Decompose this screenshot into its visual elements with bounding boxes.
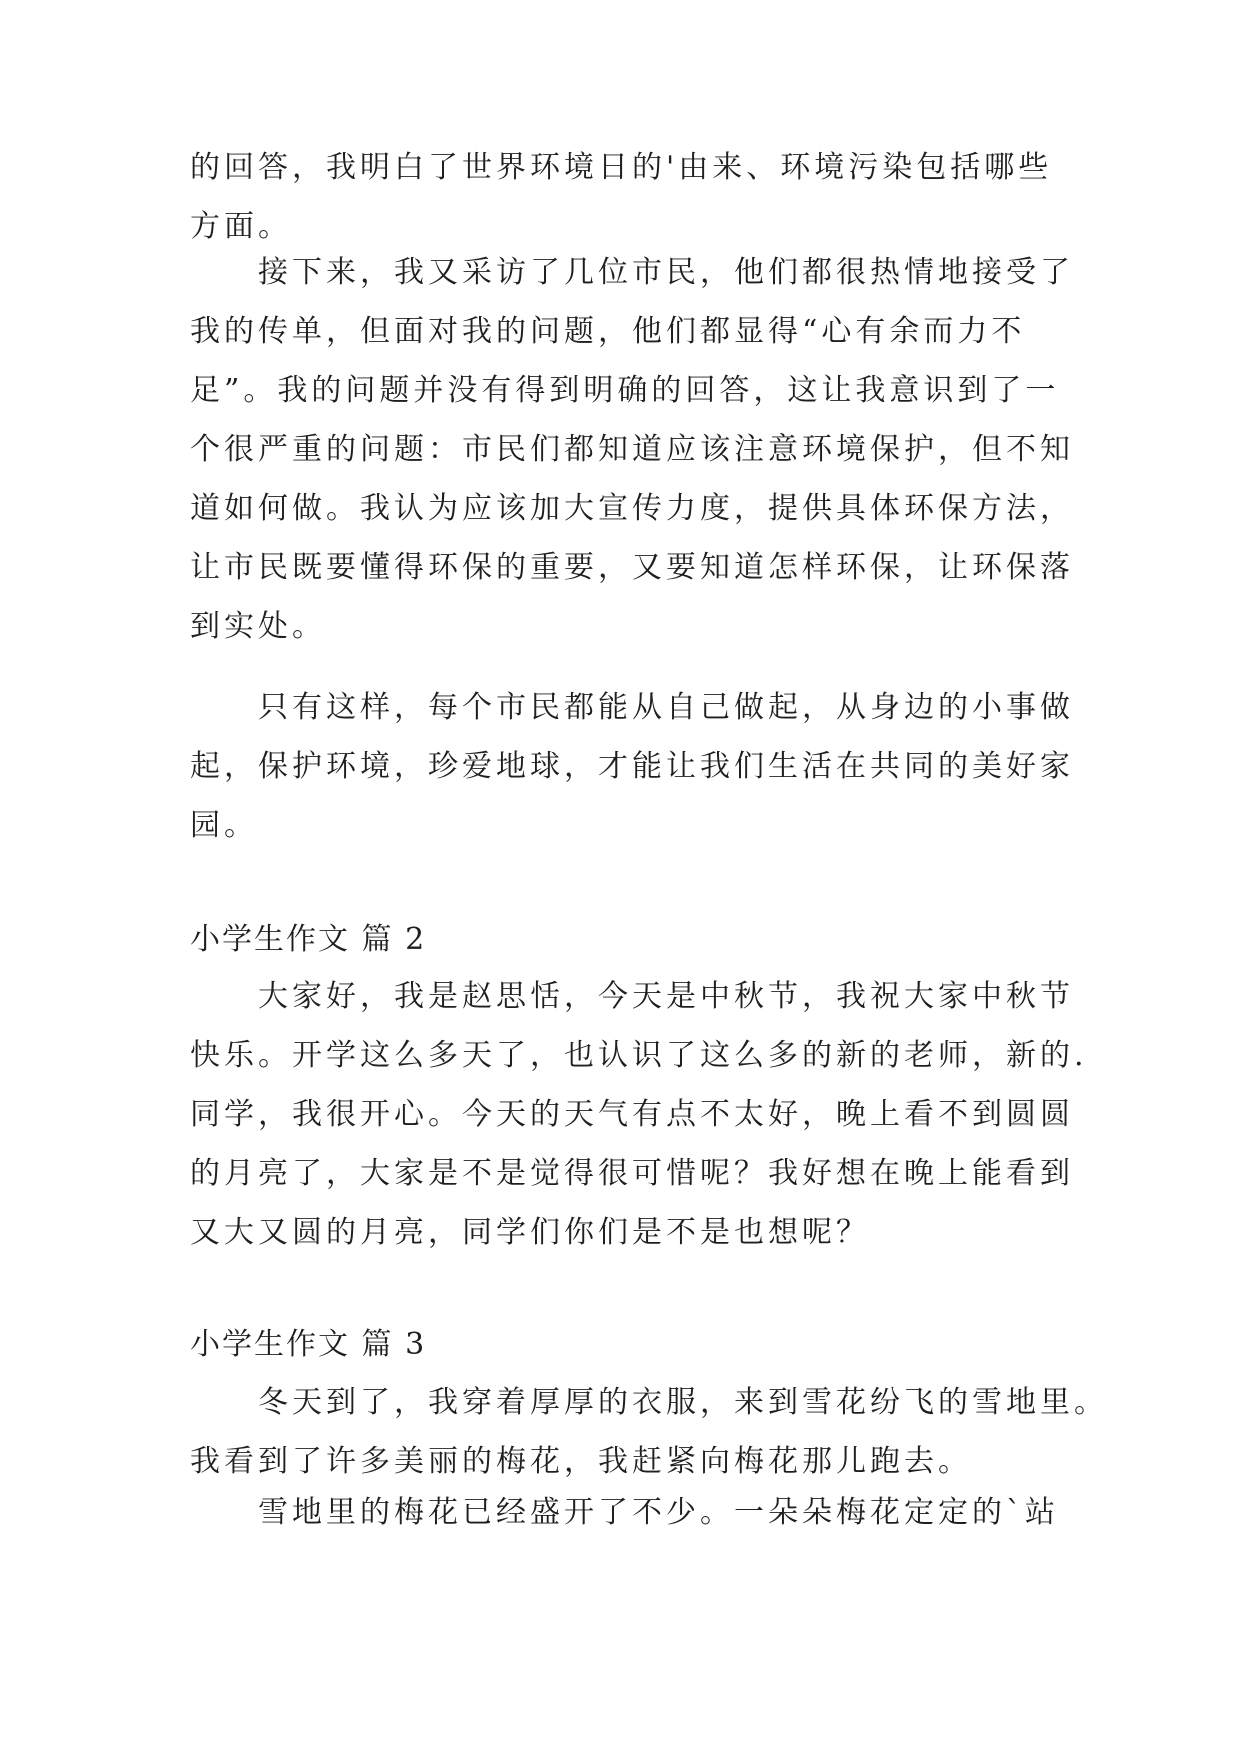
paragraph-interview-citizens [190,243,1074,656]
section-heading-2: 小学生作文 篇 2 [190,922,427,957]
text-line: 道如何做。我认为应该加大宣传力度，提供具体环保方法， [190,491,1074,526]
text-line: 冬天到了，我穿着厚厚的衣服，来到雪花纷飞的雪地里。 [258,1385,1108,1420]
text-line: 我的传单，但面对我的问题，他们都显得“心有余而力不 [190,314,1026,349]
text-line: 同学，我很开心。今天的天气有点不太好，晚上看不到圆圆 [190,1097,1074,1132]
paragraph-plum-blossoms [190,1483,1059,1542]
paragraph-winter-snow [190,1373,1108,1491]
text-line: 个很严重的问题：市民们都知道应该注意环境保护，但不知 [190,432,1074,467]
text-line: 足”。我的问题并没有得到明确的回答，这让我意识到了一 [190,373,1060,408]
paragraph-environment-answer [190,138,1053,256]
text-line: 的回答，我明白了世界环境日的'由来、环境污染包括哪些 [190,150,1053,185]
section-heading-3: 小学生作文 篇 3 [190,1327,427,1362]
text-line: 让市民既要懂得环保的重要，又要知道怎样环保，让环保落 [190,550,1074,585]
paragraph-conclusion [190,678,1074,855]
text-line: 的月亮了，大家是不是觉得很可惜呢？我好想在晚上能看到 [190,1156,1074,1191]
text-line: 雪地里的梅花已经盛开了不少。一朵朵梅花定定的`站 [258,1495,1059,1530]
text-line: 大家好，我是赵思恬，今天是中秋节，我祝大家中秋节 [258,979,1074,1014]
text-line: 方面。 [190,209,292,244]
text-line: 我看到了许多美丽的梅花，我赶紧向梅花那儿跑去。 [190,1444,972,1479]
text-line: 快乐。开学这么多天了，也认识了这么多的新的老师，新的. [190,1038,1088,1073]
paragraph-mid-autumn [190,967,1088,1262]
text-line: 又大又圆的月亮，同学们你们是不是也想呢？ [190,1215,870,1250]
text-line: 只有这样，每个市民都能从自己做起，从身边的小事做 [258,690,1074,725]
text-line: 到实处。 [190,609,326,644]
text-line: 园。 [190,808,258,843]
text-line: 起，保护环境，珍爱地球，才能让我们生活在共同的美好家 [190,749,1074,784]
text-line: 接下来，我又采访了几位市民，他们都很热情地接受了 [258,255,1074,290]
